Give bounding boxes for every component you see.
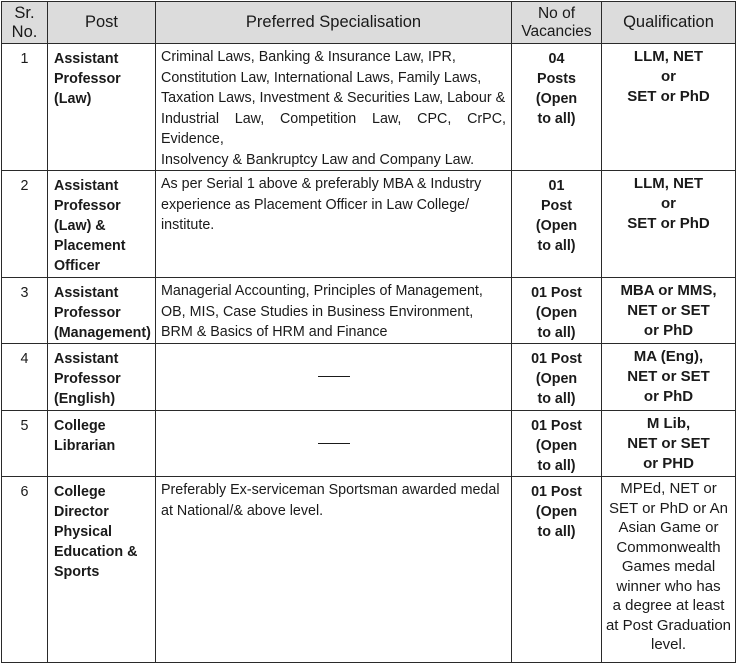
post-name-line: Assistant <box>54 51 119 67</box>
post-name-line: Professor <box>54 305 121 321</box>
qualification-line: M Lib, <box>646 415 691 432</box>
post-name-line: Physical <box>54 524 113 540</box>
qualification-line: or PhD <box>643 388 694 405</box>
number-of-vacancies-line: to all) <box>537 524 576 540</box>
qualification-line: Games medal <box>621 558 716 575</box>
post-name-line: Director <box>54 504 109 520</box>
qualification-line: MBA or MMS, <box>620 282 717 299</box>
post-name <box>48 411 156 477</box>
qualification <box>602 411 736 477</box>
number-of-vacancies <box>512 411 602 477</box>
preferred-specialisation-line: Constitution Law, International Laws, Family Laws, <box>161 69 482 86</box>
post-name-line: Officer <box>54 258 101 274</box>
table-body <box>2 44 736 663</box>
preferred-specialisation-line: OB, MIS, Case Studies in Business Environment, <box>161 303 474 320</box>
post-name-line: (Law) <box>54 91 92 107</box>
number-of-vacancies <box>512 171 602 278</box>
preferred-specialisation-line: BRM & Basics of HRM and Finance <box>161 324 388 340</box>
number-of-vacancies-line: to all) <box>537 238 576 254</box>
qualification <box>602 44 736 171</box>
qualification-line: SET or PhD <box>627 215 710 232</box>
number-of-vacancies <box>512 44 602 171</box>
header-post: Post <box>48 2 156 44</box>
number-of-vacancies-line: to all) <box>537 325 576 341</box>
post-name-line: Assistant <box>54 285 119 301</box>
qualification-line: level. <box>650 636 687 653</box>
number-of-vacancies-line: Post <box>541 198 572 214</box>
post-name-line: Assistant <box>54 351 119 367</box>
table-row <box>2 411 736 477</box>
post-name-line: Professor <box>54 371 121 387</box>
preferred-specialisation-line: Criminal Laws, Banking & Insurance Law, IPR, <box>161 49 456 65</box>
number-of-vacancies-line: 01 Post <box>531 418 582 434</box>
qualification-line: NET or SET <box>627 368 710 385</box>
number-of-vacancies-line: 01 Post <box>531 484 582 500</box>
preferred-specialisation-line: Industrial Law, Competition Law, CPC, CrPC, Evidence, <box>161 110 506 147</box>
serial-number: 4 <box>2 344 48 411</box>
post-name-line: Education & <box>54 544 138 560</box>
preferred-specialisation-line: As per Serial 1 above & preferably MBA & Industry <box>161 176 482 192</box>
serial-number: 2 <box>2 171 48 278</box>
header-row <box>2 2 736 44</box>
qualification-line: NET or SET <box>627 302 710 319</box>
preferred-specialisation <box>156 411 512 477</box>
header-no-of-vacancies: No of Vacancies <box>512 2 602 44</box>
serial-number: 6 <box>2 477 48 663</box>
number-of-vacancies-line: (Open <box>535 91 578 107</box>
number-of-vacancies <box>512 344 602 411</box>
number-of-vacancies-line: to all) <box>537 391 576 407</box>
post-name-line: (Management) <box>54 325 151 341</box>
post-name <box>48 344 156 411</box>
number-of-vacancies-line: 01 Post <box>531 285 582 301</box>
post-name-line: (English) <box>54 391 116 407</box>
preferred-specialisation-line: at National/& above level. <box>161 502 324 519</box>
post-name-line: Sports <box>54 564 100 580</box>
qualification-line: SET or PhD or An <box>609 499 728 517</box>
post-name-line: Professor <box>54 198 121 214</box>
preferred-specialisation <box>156 344 512 411</box>
preferred-specialisation <box>156 477 512 663</box>
post-name-line: College <box>54 418 106 434</box>
table-row <box>2 44 736 171</box>
number-of-vacancies <box>512 477 602 663</box>
header-sr-no: Sr. No. <box>2 2 48 44</box>
qualification-line: or PhD <box>643 322 694 339</box>
qualification-line: Commonwealth <box>616 538 721 556</box>
post-name <box>48 44 156 171</box>
qualification-line: SET or PhD <box>627 88 710 105</box>
qualification-line: MA (Eng), <box>633 348 704 365</box>
post-name-line: Placement <box>54 238 126 254</box>
qualification-line: or PHD <box>643 455 694 472</box>
qualification <box>602 344 736 411</box>
qualification-line: NET or SET <box>627 435 710 452</box>
preferred-specialisation <box>156 278 512 344</box>
post-name <box>48 171 156 278</box>
number-of-vacancies-line: (Open <box>535 305 578 321</box>
qualification-line: or <box>661 195 676 212</box>
number-of-vacancies-line: 01 <box>548 178 565 194</box>
post-name <box>48 477 156 663</box>
qualification-line: or <box>661 68 676 85</box>
number-of-vacancies-line: Posts <box>537 71 576 87</box>
number-of-vacancies-line: to all) <box>537 111 576 127</box>
post-name-line: Librarian <box>54 438 116 454</box>
preferred-specialisation-line: institute. <box>161 217 215 233</box>
qualification-line: MPEd, NET or <box>620 480 717 497</box>
preferred-specialisation-line: Managerial Accounting, Principles of Management, <box>161 283 483 299</box>
dash-divider <box>318 443 350 444</box>
post-name <box>48 278 156 344</box>
post-name-line: College <box>54 484 106 500</box>
table-row <box>2 344 736 411</box>
qualification <box>602 171 736 278</box>
qualification-line: LLM, NET <box>633 48 704 65</box>
serial-number: 5 <box>2 411 48 477</box>
number-of-vacancies-line: (Open <box>535 504 578 520</box>
preferred-specialisation <box>156 44 512 171</box>
dash-divider <box>318 376 350 377</box>
number-of-vacancies-line: (Open <box>535 371 578 387</box>
table-row <box>2 477 736 663</box>
number-of-vacancies-line: 04 <box>548 51 565 67</box>
vacancy-table <box>1 1 736 663</box>
preferred-specialisation-line: Preferably Ex-serviceman Sportsman awarded medal <box>161 482 500 498</box>
preferred-specialisation <box>156 171 512 278</box>
post-name-line: Assistant <box>54 178 119 194</box>
qualification-line: LLM, NET <box>633 175 704 192</box>
number-of-vacancies-line: 01 Post <box>531 351 582 367</box>
table-row <box>2 278 736 344</box>
number-of-vacancies-line: (Open <box>535 218 578 234</box>
number-of-vacancies <box>512 278 602 344</box>
number-of-vacancies-line: (Open <box>535 438 578 454</box>
header-preferred-specialisation: Preferred Specialisation <box>156 2 512 44</box>
qualification-line: Asian Game or <box>618 519 719 536</box>
qualification <box>602 477 736 663</box>
table-row <box>2 171 736 278</box>
number-of-vacancies-line: to all) <box>537 458 576 474</box>
qualification <box>602 278 736 344</box>
post-name-line: (Law) & <box>54 218 106 234</box>
preferred-specialisation-line: experience as Placement Officer in Law College/ <box>161 196 470 213</box>
header-qualification: Qualification <box>602 2 736 44</box>
qualification-line: winner who has <box>616 577 721 595</box>
serial-number: 3 <box>2 278 48 344</box>
qualification-line: a degree at least <box>612 597 725 614</box>
post-name-line: Professor <box>54 71 121 87</box>
qualification-line: at Post Graduation <box>605 616 732 634</box>
preferred-specialisation-line: Taxation Laws, Investment & Securities Law, Labour & <box>161 90 506 106</box>
preferred-specialisation-line: Insolvency & Bankruptcy Law and Company Law. <box>161 151 475 168</box>
serial-number: 1 <box>2 44 48 171</box>
